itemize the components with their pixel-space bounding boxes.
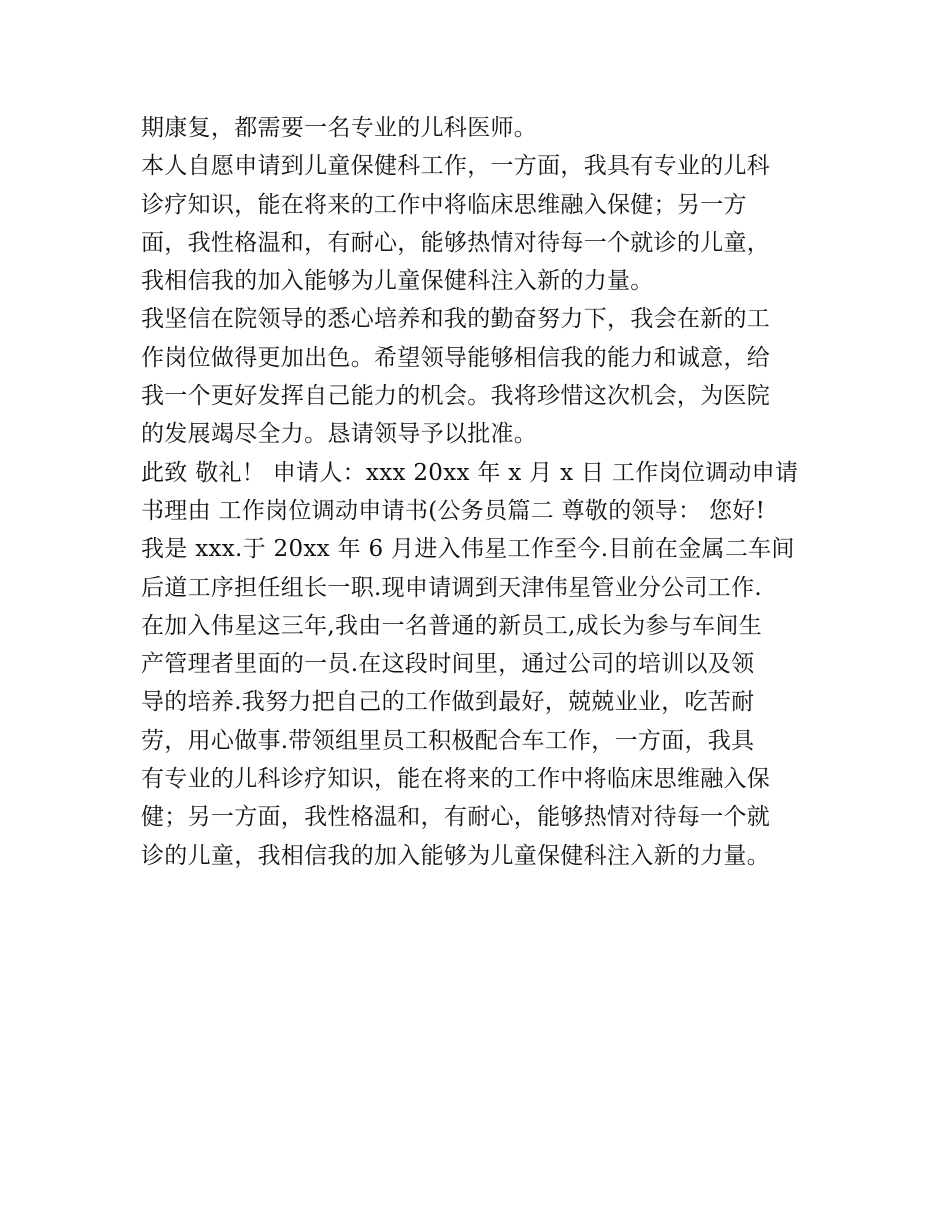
text-line: 此致 敬礼！ 申请人：xxx 20xx 年 x 月 x 日 工作岗位调动申请 — [141, 459, 799, 486]
text-line: 后道工序担任组长一职.现申请调到天津伟星管业分公司工作. — [141, 574, 763, 601]
text-line: 我坚信在院领导的悉心培养和我的勤奋努力下，我会在新的工 — [141, 306, 771, 333]
text-line: 劳，用心做事.带领组里员工积极配合车工作，一方面，我具 — [141, 727, 755, 754]
text-line: 的发展竭尽全力。恳请领导予以批准。 — [141, 421, 538, 448]
text-line: 作岗位做得更加出色。希望领导能够相信我的能力和诚意，给 — [141, 344, 771, 371]
text-line: 产管理者里面的一员.在这段时间里，通过公司的培训以及领 — [141, 651, 755, 678]
text-line: 期康复，都需要一名专业的儿科医师。 — [141, 115, 538, 141]
text-line: 有专业的儿科诊疗知识，能在将来的工作中将临床思维融入保 — [141, 766, 771, 793]
text-line: 我是 xxx.于 20xx 年 6 月进入伟星工作至今.目前在金属二车间 — [141, 536, 795, 563]
text-line: 导的培养.我努力把自己的工作做到最好，兢兢业业，吃苦耐 — [141, 689, 755, 716]
text-line: 面，我性格温和，有耐心，能够热情对待每一个就诊的儿童， — [141, 229, 771, 256]
text-line: 书理由 工作岗位调动申请书(公务员篇二 尊敬的领导： 您好! — [141, 497, 766, 524]
text-line: 在加入伟星这三年,我由一名普通的新员工,成长为参与车间生 — [141, 612, 763, 639]
text-line: 诊疗知识，能在将来的工作中将临床思维融入保健；另一方 — [141, 191, 747, 218]
text-line: 健；另一方面，我性格温和，有耐心，能够热情对待每一个就 — [141, 804, 771, 831]
body-text — [141, 109, 821, 875]
text-line: 我相信我的加入能够为儿童保健科注入新的力量。 — [141, 268, 654, 295]
text-line: 本人自愿申请到儿童保健科工作，一方面，我具有专业的儿科 — [141, 153, 771, 180]
text-line: 诊的儿童，我相信我的加入能够为儿童保健科注入新的力量。 — [141, 842, 771, 869]
text-line: 我一个更好发挥自己能力的机会。我将珍惜这次机会，为医院 — [141, 383, 771, 410]
